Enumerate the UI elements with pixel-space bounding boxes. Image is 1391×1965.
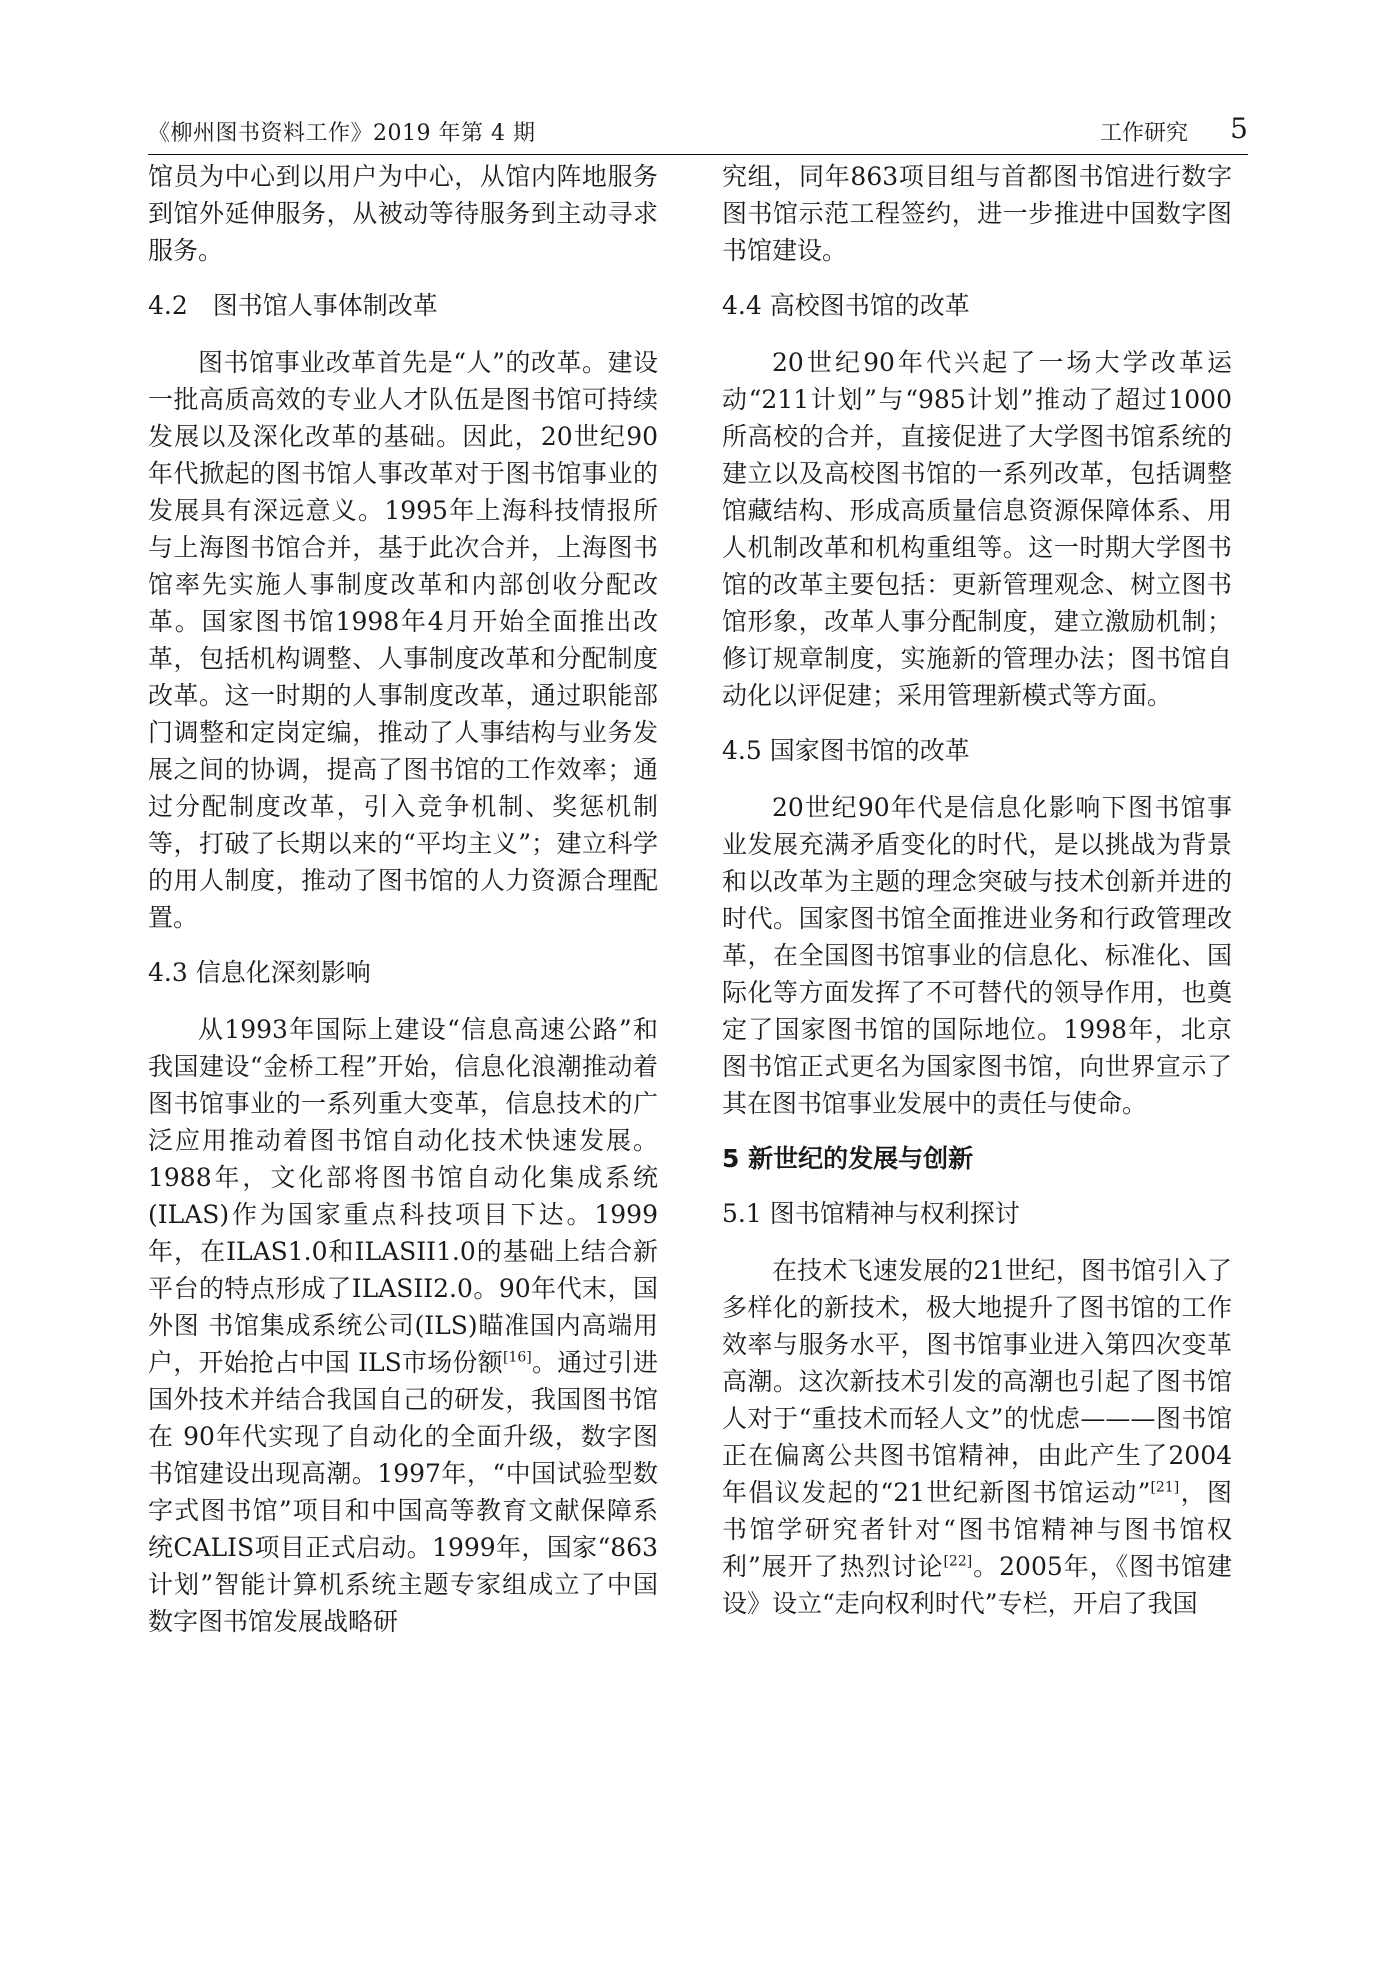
paragraph-4-3 <box>148 1011 658 1640</box>
citation-21: [21] <box>1150 1479 1180 1496</box>
section-name: 工作研究 <box>1099 121 1188 146</box>
paragraph-4-3-part-b: 。通过引进国外技术并结合我国自己的研发，我国图书馆在 90年代实现了自动化的全面升级，数字图书馆建设出现高潮。1997年，“中国试验型数字式图书馆”项目和中国高等教育文献保障系统CALIS项目正式启动。1999年，国家“863计划”智能计算机系统主题专家组成立了中国数字图书馆发展战略研 <box>148 1348 658 1636</box>
left-column <box>148 158 658 1640</box>
paragraph-5-1-part-b: ，图书馆学研究者针对“图书馆精神与图书馆权利”展开了热烈讨论 <box>722 1478 1232 1581</box>
paragraph-4-5: 20世纪90年代是信息化影响下图书馆事业发展充满矛盾变化的时代，是以挑战为背景和以改革为主题的理念突破与技术创新并进的时代。国家图书馆全面推进业务和行政管理改革，在全国图书馆事业的信息化、标准化、国际化等方面发挥了不可替代的领导作用，也奠定了国家图书馆的国际地位。1998年，北京图书馆正式更名为国家图书馆，向世界宣示了其在图书馆事业发展中的责任与使命。 <box>722 793 1232 1118</box>
paragraph-intro: 馆员为中心到以用户为中心，从馆内阵地服务到馆外延伸服务，从被动等待服务到主动寻求服务。 <box>148 162 658 265</box>
citation-22: [22] <box>943 1553 973 1570</box>
header-rule <box>148 154 1248 155</box>
heading-4-5: 4.5 国家图书馆的改革 <box>722 736 970 765</box>
paragraph-4-3-part-a: 从1993年国际上建设“信息高速公路”和我国建设“金桥工程”开始，信息化浪潮推动着图书馆事业的一系列重大变革，信息技术的广泛应用推动着图书馆自动化技术快速发展。1988年，文化部将图书馆自动化集成系统(ILAS)作为国家重点科技项目下达。1999年，在ILAS1.0和ILASII1.0的基础上结合新平台的特点形成了ILASII2.0。90年代末，国外图 书馆集成系统公司(ILS)瞄准国内高端用户，开始抢占中国 ILS市场份额 <box>148 1015 658 1377</box>
page-number: 5 <box>1230 112 1248 145</box>
paragraph-4-4: 20世纪90年代兴起了一场大学改革运动“211计划”与“985计划”推动了超过1000所高校的合并，直接促进了大学图书馆系统的建立以及高校图书馆的一系列改革，包括调整馆藏结构、形成高质量信息资源保障体系、用人机制改革和机构重组等。这一时期大学图书馆的改革主要包括：更新管理观念、树立图书馆形象，改革人事分配制度，建立激励机制；修订规章制度，实施新的管理办法；图书馆自动化以评促建；采用管理新模式等方面。 <box>722 348 1232 710</box>
paragraph-5-1-part-c: 。2005年，《图书馆建设》设立“走向权利时代”专栏，开启了我国 <box>722 1552 1232 1618</box>
paragraph-continued: 究组，同年863项目组与首都图书馆进行数字图书馆示范工程签约，进一步推进中国数字图书馆建设。 <box>722 162 1232 265</box>
right-column <box>722 158 1232 1622</box>
running-header <box>148 112 1248 158</box>
paragraph-5-1-part-a: 在技术飞速发展的21世纪，图书馆引入了多样化的新技术，极大地提升了图书馆的工作效率与服务水平，图书馆事业进入第四次变革高潮。这次新技术引发的高潮也引起了图书馆人对于“重技术而轻人文”的忧虑———图书馆正在偏离公共图书馆精神，由此产生了2004年倡议发起的“21世纪新图书馆运动” <box>722 1256 1232 1507</box>
heading-5-1: 5.1 图书馆精神与权利探讨 <box>722 1199 1020 1228</box>
heading-5: 5 新世纪的发展与创新 <box>722 1144 974 1173</box>
paragraph-5-1 <box>722 1252 1232 1622</box>
journal-title: 《柳州图书资料工作》2019 年第 4 期 <box>148 121 536 146</box>
heading-4-3: 4.3 信息化深刻影响 <box>148 958 371 987</box>
heading-4-2: 4.2 图书馆人事体制改革 <box>148 291 438 320</box>
heading-4-4: 4.4 高校图书馆的改革 <box>722 291 970 320</box>
paragraph-4-2: 图书馆事业改革首先是“人”的改革。建设一批高质高效的专业人才队伍是图书馆可持续发展以及深化改革的基础。因此，20世纪90年代掀起的图书馆人事改革对于图书馆事业的发展具有深远意义。1995年上海科技情报所与上海图书馆合并，基于此次合并，上海图书馆率先实施人事制度改革和内部创收分配改革。国家图书馆1998年4月开始全面推出改革，包括机构调整、人事制度改革和分配制度改革。这一时期的人事制度改革，通过职能部门调整和定岗定编，推动了人事结构与业务发展之间的协调，提高了图书馆的工作效率；通过分配制度改革，引入竞争机制、奖惩机制等，打破了长期以来的“平均主义”；建立科学的用人制度，推动了图书馆的人力资源合理配置。 <box>148 348 658 932</box>
citation-16: [16] <box>503 1349 532 1366</box>
